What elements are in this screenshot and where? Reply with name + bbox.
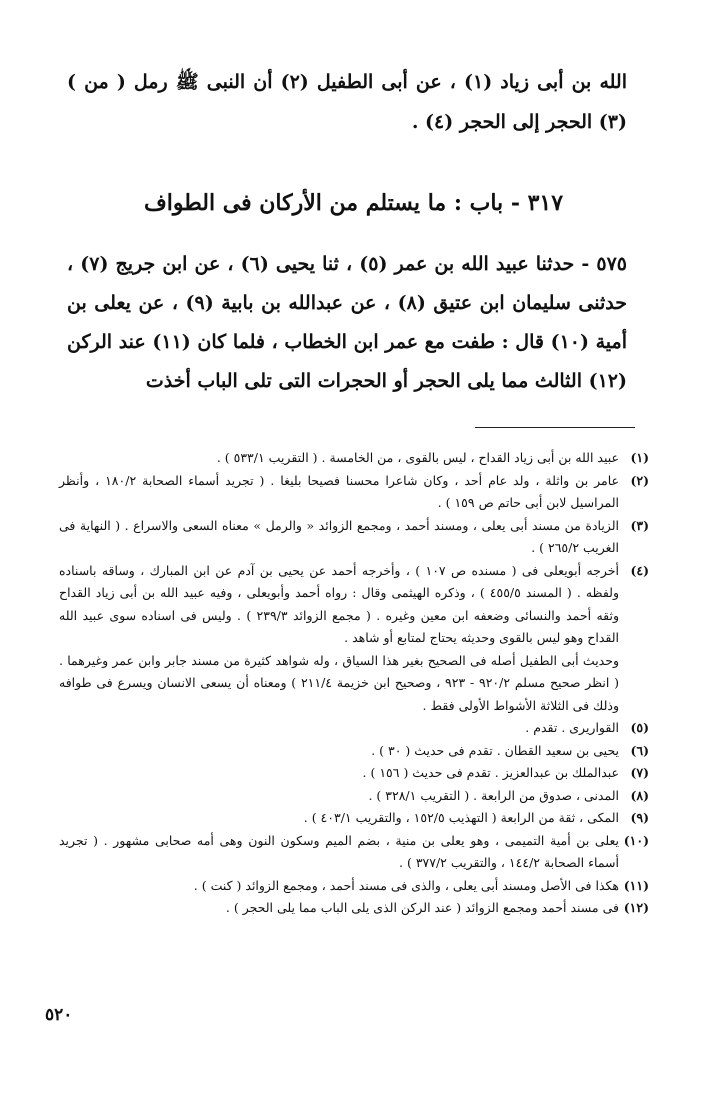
footnote-number: (٨) — [630, 787, 649, 803]
footnote-9 — [59, 807, 649, 830]
footnote-number: (٣) — [630, 517, 649, 533]
footnote-number: (٢) — [630, 472, 649, 488]
footnote-text: المكى ، ثقة من الرابعة ( التهذيب ١٥٢/٥ ، والتقريب ٤٠٣/١ ) . — [303, 810, 619, 825]
footnote-separator — [475, 427, 635, 428]
footnote-number: (١١) — [623, 877, 649, 893]
footnote-5 — [59, 717, 649, 740]
footnote-text: الزيادة من مسند أبى يعلى ، ومسند أحمد ، ومجمع الزوائد « والرمل » معناه السعى والاسراع . ( النهاية فى الغريب ٢٦٥/٢ ) . — [59, 517, 619, 555]
footnote-7 — [59, 762, 649, 785]
footnote-number: (١٠) — [623, 832, 649, 848]
footnote-12 — [59, 897, 649, 920]
footnote-text: يحيى بن سعيد القطان . تقدم فى حديث ( ٣٠ ) . — [371, 742, 619, 758]
footnote-4 — [59, 560, 649, 718]
footnote-number: (٤) — [630, 562, 649, 578]
footnote-11 — [59, 875, 649, 898]
footnote-2 — [59, 470, 649, 515]
footnote-number: (١٢) — [623, 900, 649, 915]
chapter-title: ٣١٧ - باب : ما يستلم من الأركان فى الطواف — [143, 190, 564, 216]
footnote-text: عبيد الله بن أبى زياد القداح ، ليس بالقوى ، من الخامسة . ( التقريب ٥٣٣/١ ) . — [216, 450, 619, 465]
footnote-text: وحديث أبى الطفيل أصله فى الصحيح بغير هذا السياق ، وله شواهد كثيرة من مسند جابر وابن عمر وغيرهما . ( انظر صحيح مسلم ٩٢٠/٢ - ٩٢٣ ، وصحيح ابن خزيمة ٢١١/٤ ) ومعناه أن يسعى الانسان ويسرع فى طوافه وذلك فى الثلاثة الأشواط الأولى فقط . — [59, 652, 620, 713]
footnote-text: المدنى ، صدوق من الرابعة . ( التقريب ٣٢٨/١ ) . — [368, 787, 619, 803]
footnote-text: هكذا فى الأصل ومسند أبى يعلى ، والذى فى مسند أحمد ، ومجمع الزوائد ( كنت ) . — [193, 877, 619, 893]
footnote-number: (٥) — [630, 720, 649, 735]
footnote-number: (٩) — [630, 810, 649, 825]
footnote-text: القواريرى . تقدم . — [525, 720, 619, 735]
footnote-8 — [59, 785, 649, 808]
footnote-number: (٦) — [630, 742, 649, 758]
footnote-6 — [59, 740, 649, 763]
footnote-text: عامر بن واثلة ، ولد عام أحد ، وكان شاعرا محسنا فصيحا بليغا . ( تجريد أسماء الصحابة ١٨٠/٢ ، وأنظر المراسيل لابن أبى حاتم ص ١٥٩ ) . — [59, 472, 619, 510]
footnote-text: يعلى بن أمية التميمى ، وهو يعلى بن منية ، بضم الميم وسكون النون وهى أمه صحابى مشهور . ( تجريد أسماء الصحابة ١٤٤/٢ ، والتقريب ٣٧٧/٢ ) . — [59, 832, 619, 870]
footnote-number: (٧) — [630, 765, 649, 780]
footnote-text: أخرجه أبويعلى فى ( مسنده ص ١٠٧ ) ، وأخرجه أحمد عن يحيى بن آدم عن ابن المبارك ، وساقه باسناده ولفظه . ( المسند ٤٥٥/٥ ) ، وذكره الهيثمى وقال : رواه أحمد وأبويعلى ، وفيه عبيد الله بن أبى زياد القداح وثقه أحمد والنسائى وضعفه ابن معين وغيره . ( مجمع الزوائد ٢٣٩/٣ ) . وليس فى اسناده سوى عبيد الله القداح وهو ليس بالقوى وحديثه يحتاج لمتابع أو شاهد . — [59, 562, 619, 645]
footnote-3 — [59, 515, 649, 560]
footnote-text: عبدالملك بن عبدالعزيز . تقدم فى حديث ( ١٥٦ ) . — [362, 765, 619, 780]
footnote-number: (١) — [630, 450, 649, 465]
continuation-text: الله بن أبى زياد (١) ، عن أبى الطفيل (٢) أن النبى ﷺ رمل ( من ) (٣) الحجر إلى الحجر (٤) . — [67, 71, 627, 133]
footnote-text: فى مسند أحمد ومجمع الزوائد ( عند الركن الذى يلى الباب مما يلى الحجر ) . — [225, 900, 619, 915]
footnotes — [59, 447, 649, 920]
page-number: ٥٢٠ — [45, 1005, 73, 1025]
footnote-1 — [59, 447, 649, 470]
footnote-10 — [59, 830, 649, 875]
hadith-575-text: ٥٧٥ - حدثنا عبيد الله بن عمر (٥) ، ثنا يحيى (٦) ، عن ابن جريج (٧) ، حدثنى سليمان ابن عتيق (٨) ، عن عبدالله بن بابية (٩) ، عن يعلى بن أمية (١٠) قال : طفت مع عمر ابن الخطاب ، فلما كان (١١) عند الركن (١٢) الثالث مما يلى الحجر أو الحجرات التى تلى الباب أخذت — [67, 253, 627, 392]
